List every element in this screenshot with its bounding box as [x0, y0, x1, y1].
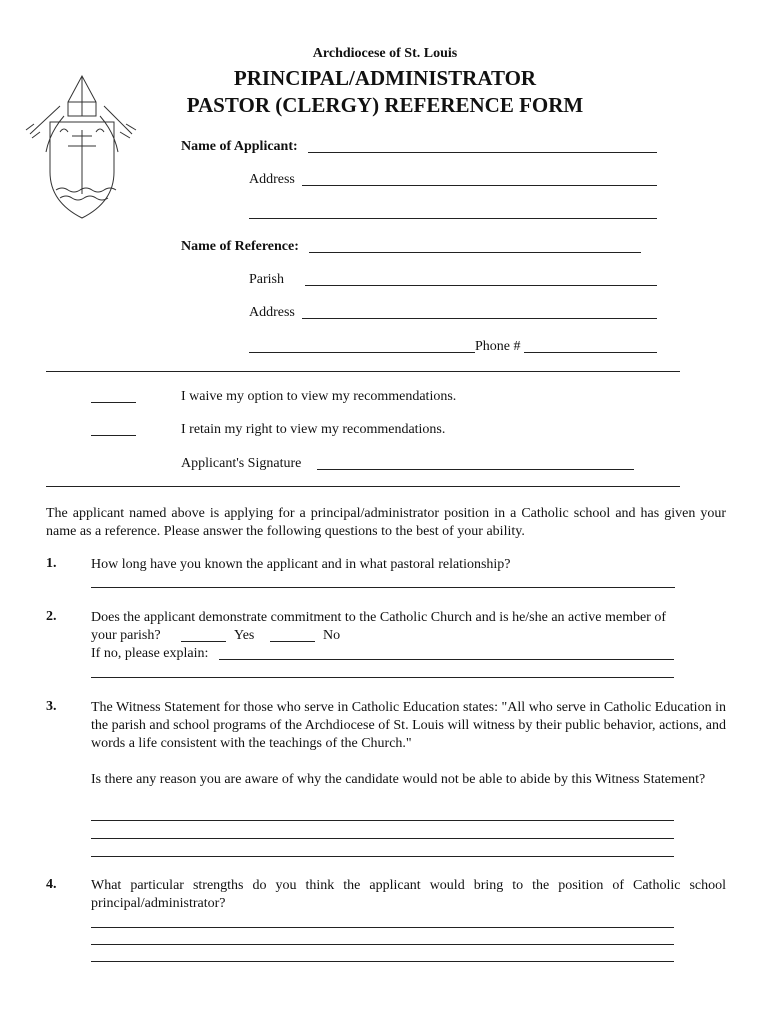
question-3-answer-line[interactable] [91, 838, 674, 839]
reference-phone-label: Phone # [475, 339, 521, 354]
question-3-number: 3. [46, 699, 57, 714]
question-2-yes-label: Yes [234, 628, 255, 643]
question-2-no-blank[interactable] [270, 641, 315, 642]
reference-name-label: Name of Reference: [181, 239, 299, 254]
form-title-line-2: PASTOR (CLERGY) REFERENCE FORM [186, 93, 584, 117]
question-2-explain-field-line-2[interactable] [91, 677, 674, 678]
question-3-text: The Witness Statement for those who serve in Catholic Education states: "All who serve in Catholic Education in the parish and school programs of the Archdiocese of St. Louis will witness by their public behavior, actions, and words a life consistent with the teachings of the Church." [91, 700, 726, 751]
question-4-answer-line[interactable] [91, 961, 674, 962]
question-1-answer-line[interactable] [91, 587, 675, 588]
applicant-name-field[interactable] [308, 152, 657, 153]
intro-paragraph: The applicant named above is applying for a principal/administrator position in a Catholic school and has given your name as a reference. Please answer the following questions to the best of your ability. [46, 506, 726, 539]
retain-option-blank[interactable] [91, 435, 136, 436]
applicant-address-field[interactable] [302, 185, 657, 186]
waive-option-blank[interactable] [91, 402, 136, 403]
reference-phone-field[interactable] [524, 352, 657, 353]
question-3-answer-line[interactable] [91, 856, 674, 857]
question-4-answer-line[interactable] [91, 944, 674, 945]
applicant-signature-label: Applicant's Signature [181, 456, 302, 471]
question-3-answer-line[interactable] [91, 820, 674, 821]
form-title-line-1: PRINCIPAL/ADMINISTRATOR [233, 66, 537, 90]
reference-parish-field[interactable] [305, 285, 657, 286]
question-1-number: 1. [46, 556, 57, 571]
question-4-number: 4. [46, 877, 57, 892]
question-2-parish-prompt: your parish? [91, 628, 161, 643]
section-divider [46, 486, 680, 487]
retain-option-text: I retain my right to view my recommendations. [181, 422, 446, 437]
question-1-text: How long have you known the applicant and in what pastoral relationship? [91, 557, 511, 572]
applicant-address-field-line-2[interactable] [249, 218, 657, 219]
question-3-followup: Is there any reason you are aware of why the candidate would not be able to abide by this Witness Statement? [91, 772, 706, 787]
reference-address-field[interactable] [302, 318, 657, 319]
applicant-signature-field[interactable] [317, 469, 634, 470]
question-4-text: What particular strengths do you think the applicant would bring to the position of Catholic school principal/administrator? [91, 878, 726, 911]
question-2-no-label: No [323, 628, 341, 643]
question-2-number: 2. [46, 609, 57, 624]
question-2-text: Does the applicant demonstrate commitment to the Catholic Church and is he/she an active member of [91, 610, 666, 625]
reference-name-field[interactable] [309, 252, 641, 253]
reference-address-label: Address [249, 305, 295, 320]
applicant-address-label: Address [249, 172, 295, 187]
question-2-explain-label: If no, please explain: [91, 646, 209, 661]
question-2-explain-field[interactable] [219, 659, 674, 660]
reference-parish-label: Parish [249, 272, 284, 287]
section-divider [46, 371, 680, 372]
reference-address-field-line-2[interactable] [249, 352, 475, 353]
organization-name: Archdiocese of St. Louis [312, 46, 458, 61]
waive-option-text: I waive my option to view my recommendations. [181, 389, 457, 404]
question-2-yes-blank[interactable] [181, 641, 226, 642]
applicant-name-label: Name of Applicant: [181, 139, 298, 154]
question-4-answer-line[interactable] [91, 927, 674, 928]
